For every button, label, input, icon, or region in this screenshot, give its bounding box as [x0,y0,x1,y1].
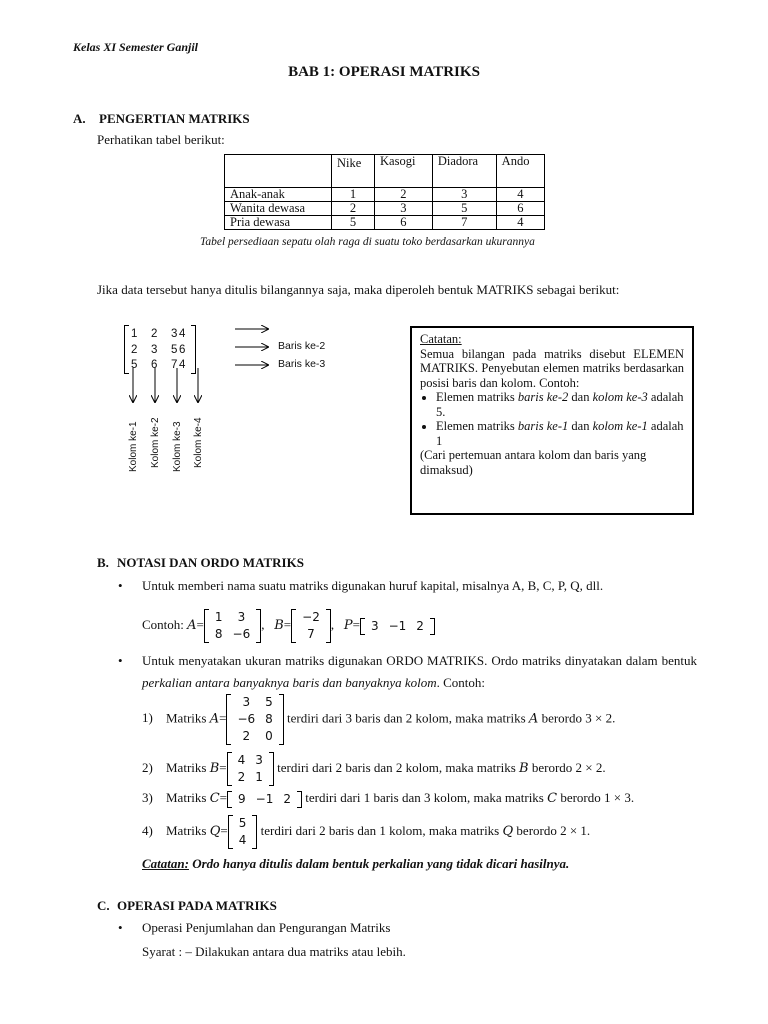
section-b-heading [97,555,304,571]
matrix-cell: 6 [179,343,186,356]
section-c-number: C. [97,898,110,913]
bullet-item: • Untuk memberi nama suatu matriks digunakan huruf kapital, misalnya A, B, C, P, Q, dll. [118,578,604,593]
matrix-name: A [187,617,197,633]
matrix-cell: 6 [151,359,158,371]
table-cell: 6 [375,216,433,230]
matrix-cell: 2 [131,343,138,356]
order-note-text: Ordo hanya ditulis dalam bentuk perkalian yang tidak dicari hasilnya [188,856,567,871]
matrix-cell: 3 [370,618,379,633]
matrix-a-order [226,694,283,745]
matrix-cell: 4 [179,328,186,340]
note-text-part: adalah 1 [436,419,684,448]
col-label-2: Kolom ke-2 [150,417,161,468]
matrix-cell: 5 [131,359,138,371]
note-text-part: dan [568,390,593,404]
row-label-2: Baris ke-2 [278,340,326,352]
matrix-cell: 7 [171,359,178,371]
order-note-label: Catatan: [142,856,189,871]
order-item-4: 4) Matriks Q= 5 4 terdiri dari 2 baris dan 1 kolom, maka matriks Q berordo 2 × 1. [142,816,591,847]
table-row [225,188,545,202]
table-header-row [225,155,545,188]
matrix-cell: 1 [214,610,223,624]
table-row [225,202,545,216]
table-cell: 5 [332,216,375,230]
matrix-cell: 1 [255,770,263,784]
matrix-q-order [228,815,258,849]
matrix-cell: 8 [214,627,223,641]
note-list [420,390,684,448]
section-a-number: A. [73,111,86,126]
matrix-cell: 5 [265,695,273,709]
matrix-cell: 3 [171,328,178,340]
table-header-cell [225,155,332,188]
matrix-arrows [120,320,280,430]
matrix-name: P [343,617,353,633]
matrix-c-order [227,791,302,808]
matrix-cell: −6 [237,712,256,726]
matrix-cell: 2 [416,618,424,633]
matrix-cell: 4 [179,359,186,371]
matrix-cell: 1 [131,328,138,340]
matrix-b-example [291,609,331,643]
contoh-line: Contoh: A= 1 3 8 −6 , B= −2 7 , P= 3 −1 2 [142,609,435,643]
section-a-heading [73,111,250,127]
col-label-4: Kolom ke-4 [193,417,204,468]
section-c-heading [97,898,277,914]
note-text-part: kolom ke-3 [592,390,648,404]
matrix-cell: 2 [151,328,158,340]
matrix-cell: 3 [237,610,246,624]
list-item [436,390,684,419]
col-label-1: Kolom ke-1 [128,421,139,472]
syarat-line: Syarat : – Dilakukan antara dua matriks atau lebih. [142,944,406,959]
note-text: Semua bilangan pada matriks disebut ELEMEN MATRIKS. Penyebutan elemen matriks berdasarkan posisi baris dan kolom. Contoh: [420,346,684,390]
table-header-cell: Diadora [432,155,496,188]
note-text-part: Elemen matriks [436,419,518,433]
note-text-part: kolom ke-1 [592,419,648,433]
section-a-intro: Perhatikan tabel berikut: [97,132,225,147]
bullet-text: Untuk memberi nama suatu matriks digunakan huruf kapital, misalnya A, B, C, P, Q, dll. [142,578,604,593]
contoh-label: Contoh: [142,616,184,632]
table-row [225,216,545,230]
row-label-3: Baris ke-3 [278,358,326,370]
matrix-cell: 3 [242,695,251,709]
table-cell: 2 [332,202,375,216]
chapter-title: BAB 1: OPERASI MATRIKS [288,64,480,80]
section-a-title: PENGERTIAN MATRIKS [99,111,250,126]
matrix-cell: 3 [255,753,263,767]
note-text-part: baris ke-1 [517,419,569,433]
matrix-cell: 8 [265,712,273,726]
matrix-cell: −6 [232,627,251,641]
section-b-number: B. [97,555,109,570]
table-cell: 2 [375,188,433,202]
note-footer: (Cari pertemuan antara kolom dan baris yang dimaksud) [420,448,647,477]
table-cell: 3 [432,188,496,202]
note-box [410,326,694,515]
bullet-item: • Untuk menyatakan ukuran matriks digunakan ORDO MATRIKS. Ordo matriks dinyatakan dalam bentuk perkalian antara banyaknya baris dan banyaknya kolom. Contoh: [118,650,697,694]
note-text-part: dan [568,419,593,433]
table-caption: Tabel persediaan sepatu olah raga di suatu toko berdasarkan ukurannya [200,236,535,248]
table-header-cell: Ando [496,155,544,188]
table-cell: 7 [432,216,496,230]
note-text-part: Elemen matriks [436,390,518,404]
note-text-part: baris ke-2 [517,390,569,404]
matrix-cell: 4 [238,833,247,847]
section-c-title: OPERASI PADA MATRIKS [117,898,277,913]
matrix-cell: 2 [283,791,291,806]
bullet-item: • Operasi Penjumlahan dan Pengurangan Matriks [118,920,391,935]
matrix-cell: 0 [265,729,273,743]
order-item-3: 3) Matriks C= 9 −1 2 terdiri dari 1 baris dan 3 kolom, maka matriks C berordo 1 × 3. [142,790,635,806]
table-cell: 6 [496,202,544,216]
matrix-cell: 5 [171,343,178,356]
bullet-text: Untuk menyatakan ukuran matriks digunakan ORDO MATRIKS. Ordo matriks dinyatakan dalam bentuk perkalian antara banyaknya baris dan banyaknya kolom. Contoh: [142,653,697,690]
matrix-cell: 5 [238,816,247,830]
table-cell: 4 [496,188,544,202]
list-item [436,419,684,448]
col-label-3: Kolom ke-3 [172,421,183,472]
table-cell: Pria dewasa [225,216,332,230]
matrix-cell: 9 [238,791,246,806]
table-header-cell: Kasogi [375,155,433,188]
table-header-cell: Nike [332,155,375,188]
table-cell: Anak-anak [225,188,332,202]
order-item-1: 1) Matriks A= 3 5 −6 8 2 0 terdiri dari 3 baris dan 2 kolom, maka matriks A berordo 3 × 2. [142,695,616,743]
matrix-b-order [227,752,274,786]
matrix-cell: 4 [237,753,246,767]
note-text-part: adalah 5. [436,390,684,419]
order-note: Catatan: Ordo hanya ditulis dalam bentuk perkalian yang tidak dicari hasilnya. [142,856,570,871]
table-cell: Wanita dewasa [225,202,332,216]
table-cell: 4 [496,216,544,230]
matrix-cell: −1 [388,618,407,633]
order-item-2: 2) Matriks B= 4 3 2 1 terdiri dari 2 baris dan 2 kolom, maka matriks B berordo 2 × 2. [142,753,606,784]
table-cell: 3 [375,202,433,216]
matrix-a-example [204,609,261,643]
note-title: Catatan: [420,332,462,346]
matrix-cell: −2 [302,610,320,624]
matrix-cell: 2 [242,729,251,743]
matrix-p-example [360,618,435,635]
table-cell: 5 [432,202,496,216]
matrix-cell: 3 [151,343,158,356]
matrix-cell: −1 [255,791,274,806]
matrix-cell: 7 [307,627,315,641]
bullet-text: Operasi Penjumlahan dan Pengurangan Matriks [142,920,391,935]
matrix-cell: 2 [237,770,246,784]
matrix-name: B [274,617,284,633]
table-cell: 1 [332,188,375,202]
matrix-intro-paragraph: Jika data tersebut hanya ditulis bilangannya saja, maka diperoleh bentuk MATRIKS sebagai berikut: [97,282,620,297]
shoe-stock-table [224,154,545,230]
running-head: Kelas XI Semester Ganjil [73,40,199,54]
section-b-title: NOTASI DAN ORDO MATRIKS [117,555,304,570]
